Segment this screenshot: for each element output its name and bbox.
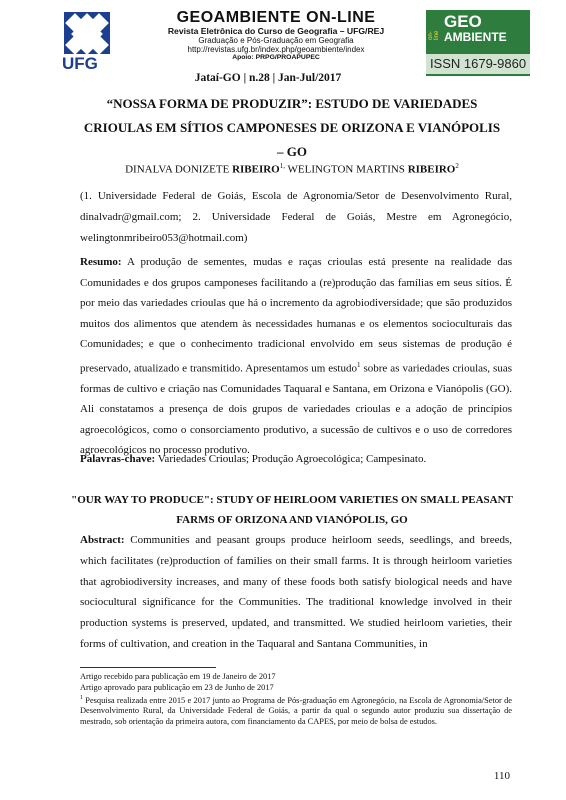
ufg-logo: [60, 10, 126, 76]
author-2-name: WELINGTON MARTINS: [285, 163, 408, 176]
author-2-ref: 2: [455, 162, 459, 170]
author-1-name: DINALVA DONIZETE: [125, 163, 233, 176]
ufg-logo-text: UFG: [62, 54, 98, 73]
page-number: 110: [493, 770, 510, 782]
resumo-footnote-ref[interactable]: 1: [357, 360, 361, 369]
footnote-received: Artigo recebido para publicação em 19 de Janeiro de 2017: [80, 672, 276, 681]
resumo-label: Resumo:: [80, 256, 122, 268]
article-title-en: "OUR WAY TO PRODUCE": STUDY OF HEIRLOOM VARIETIES ON SMALL PEASANT FARMS OF ORIZONA AND VIANÓPOLIS, GO: [71, 494, 513, 526]
abstract-paragraph: [80, 530, 512, 655]
header-text: [126, 10, 426, 62]
footnote-1: [80, 693, 512, 727]
keywords-pt: [80, 453, 512, 465]
article-title-pt: “NOSSA FORMA DE PRODUZIR”: ESTUDO DE VARIEDADES CRIOULAS EM SÍTIOS CAMPONESES DE ORIZONA E VIANÓPOLIS – GO: [83, 96, 501, 159]
footnote-1-mark: 1: [80, 695, 83, 701]
author-1-surname: RIBEIRO: [232, 163, 280, 176]
footnote-1-text: Pesquisa realizada entre 2015 e 2017 junto ao Programa de Pós-graduação em Agronegócio, na Escola de Agronomia/Setor de Desenvolvimento Rural, da Universidade Federal de Goiás, a partir da qual o segundo autor produziu sua dissertação de mestrado, sob orientação da primeira autora, com financiamento da CAPES, por meio de bolsa de estudos.: [80, 695, 512, 726]
resumo-text-2: sobre as variedades crioulas, suas formas de cultivo e criação nas Comunidades Taquaral e Santana, em Orizona e Vianópolis (GO). Ali constatamos a presença de dois grupos de variedades crioulas e a adoção de princípios agroecológicos, como o consorciamento produtivo, a sucessão de cultivos e o uso de corredores agroecológicos no processo produtivo.: [80, 362, 512, 457]
author-2-surname: RIBEIRO: [407, 163, 456, 176]
journal-header: [60, 10, 530, 78]
geoambiente-logo-geo: GEO: [444, 12, 482, 31]
journal-program: Graduação e Pós-Graduação em Geografia: [198, 36, 354, 45]
ufg-logo-emblem: [64, 12, 110, 54]
journal-url[interactable]: http://revistas.ufg.br/index.php/geoambiente/index: [187, 45, 365, 54]
journal-title: GEOAMBIENTE ON-LINE: [176, 9, 376, 26]
geoambiente-logo: [426, 10, 530, 76]
abstract-text: Communities and peasant groups produce heirloom seeds, seedlings, and breeds, which facilitates (re)production of families on their small farms. It is through heirloom varieties that agrobiodiversity increases, and many of these foods both satisfy biological needs and have sociocultural significance for the Communities. The traditional knowledge involved in their production systems is preserved, updated, and transmitted. We studied heirloom varieties, their forms of cultivation, and creation in the Taquaral and Santana Communities, in: [80, 534, 512, 650]
geoambiente-logo-side: on-line: [428, 30, 440, 40]
abstract-label: Abstract:: [80, 534, 125, 546]
journal-subtitle: Revista Eletrônica do Curso de Geografia – UFG/REJ: [167, 26, 385, 36]
keywords-text: Variedades Crioulas; Produção Agroecológica; Campesinato.: [155, 453, 427, 465]
affiliations: (1. Universidade Federal de Goiás, Escola de Agronomia/Setor de Desenvolvimento Rural, dinalvadr@gmail.com; 2. Universidade Federal de Goiás, Mestre em Agronegócio, welingtonmribeiro053@hotmail.com): [80, 190, 512, 244]
resumo-text-1: A produção de sementes, mudas e raças crioulas está presente na realidade das Comunidades e dos grupos camponeses facilitando a (re)produção das famílias em seus sítios. É por meio das variedades crioulas que há o incremento da agrobiodiversidade; que são produzidos muitos dos alimentos que atendem às necessidades humanas e os elementos socioculturais das Comunidades; e que o conhecimento tradicional envolvido em seus sistemas de produção é preservado, atualizado e transmitido. Apresentamos um estudo: [80, 256, 512, 375]
author-line: [80, 162, 504, 176]
resumo-paragraph: [80, 252, 512, 461]
footnote-approved: Artigo aprovado para publicação em 23 de Junho de 2017: [80, 682, 274, 692]
issue-info: Jataí-GO | n.28 | Jan-Jul/2017: [194, 72, 342, 84]
footnotes: [80, 672, 512, 727]
issn-label: ISSN 1679-9860: [426, 54, 530, 74]
keywords-label: Palavras-chave:: [80, 453, 156, 465]
footnote-divider: [80, 667, 216, 668]
journal-apoio: Apoio: PRPG/PROAPUPEC: [232, 54, 320, 61]
geoambiente-logo-ambiente: AMBIENTE: [444, 30, 507, 44]
author-1-ref: 1,: [279, 162, 285, 170]
